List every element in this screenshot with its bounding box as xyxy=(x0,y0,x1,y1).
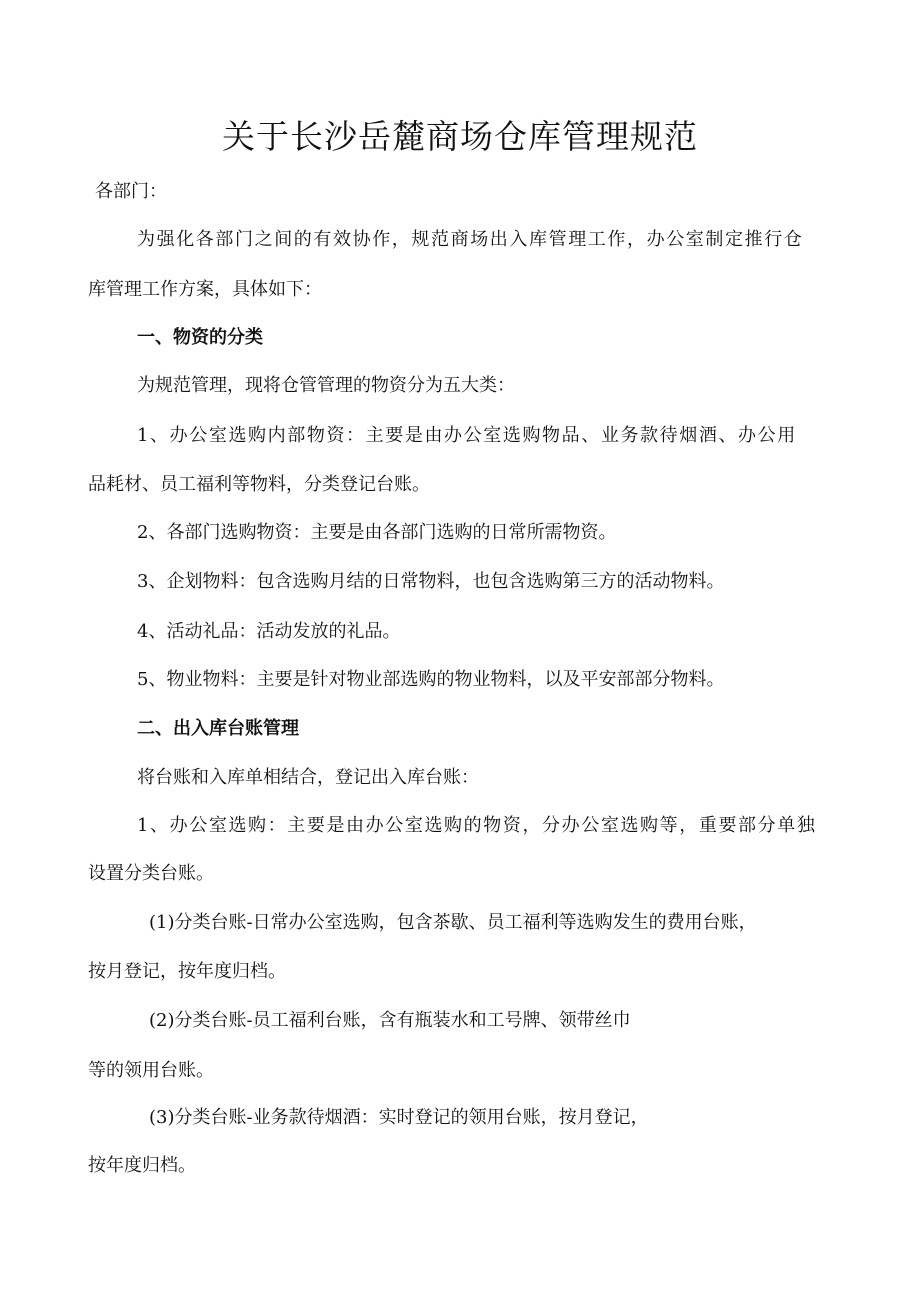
section-2-sub-3-line-1: (3)分类台账-业务款待烟酒：实时登记的领用台账，按月登记， xyxy=(149,1107,649,1128)
section-1-item-2: 2、各部门选购物资：主要是由各部门选购的日常所需物资。 xyxy=(137,522,617,543)
intro-line-2: 库管理工作方案，具体如下： xyxy=(88,279,322,300)
section-2-heading: 二、出入库台账管理 xyxy=(137,718,299,739)
section-2-sub-1-line-1: (1)分类台账-日常办公室选购，包含茶歇、员工福利等选购发生的费用台账， xyxy=(149,912,757,933)
section-1-heading: 一、物资的分类 xyxy=(137,327,263,348)
section-1-item-5: 5、物业物料：主要是针对物业部选购的物业物料，以及平安部部分物料。 xyxy=(137,669,725,690)
section-1-item-1-line-2: 品耗材、员工福利等物料，分类登记台账。 xyxy=(88,474,430,495)
section-1-item-1-line-1: 1、办公室选购内部物资：主要是由办公室选购物品、业务款待烟酒、办公用 xyxy=(137,425,797,446)
section-1-item-4: 4、活动礼品：活动发放的礼品。 xyxy=(137,621,401,642)
section-2-lead: 将台账和入库单相结合，登记出入库台账： xyxy=(137,767,479,788)
salutation: 各部门： xyxy=(95,181,167,202)
section-2-item-1-line-2: 设置分类台账。 xyxy=(88,863,214,884)
section-2-sub-2-line-2: 等的领用台账。 xyxy=(88,1060,214,1081)
intro-line-1: 为强化各部门之间的有效协作，规范商场出入库管理工作，办公室制定推行仓 xyxy=(137,229,804,250)
section-2-item-1-line-1: 1、办公室选购：主要是由办公室选购的物资，分办公室选购等，重要部分单独 xyxy=(137,815,817,836)
section-2-sub-3-line-2: 按年度归档。 xyxy=(88,1155,196,1176)
section-1-item-3: 3、企划物料：包含选购月结的日常物料，也包含选购第三方的活动物料。 xyxy=(137,571,725,592)
section-2-sub-2-line-1: (2)分类台账-员工福利台账，含有瓶装水和工号牌、领带丝巾 xyxy=(149,1010,631,1031)
document-title: 关于长沙岳麓商场仓库管理规范 xyxy=(222,117,698,156)
section-2-sub-1-line-2: 按月登记，按年度归档。 xyxy=(88,961,286,982)
section-1-lead: 为规范管理，现将仓管管理的物资分为五大类： xyxy=(137,375,515,396)
